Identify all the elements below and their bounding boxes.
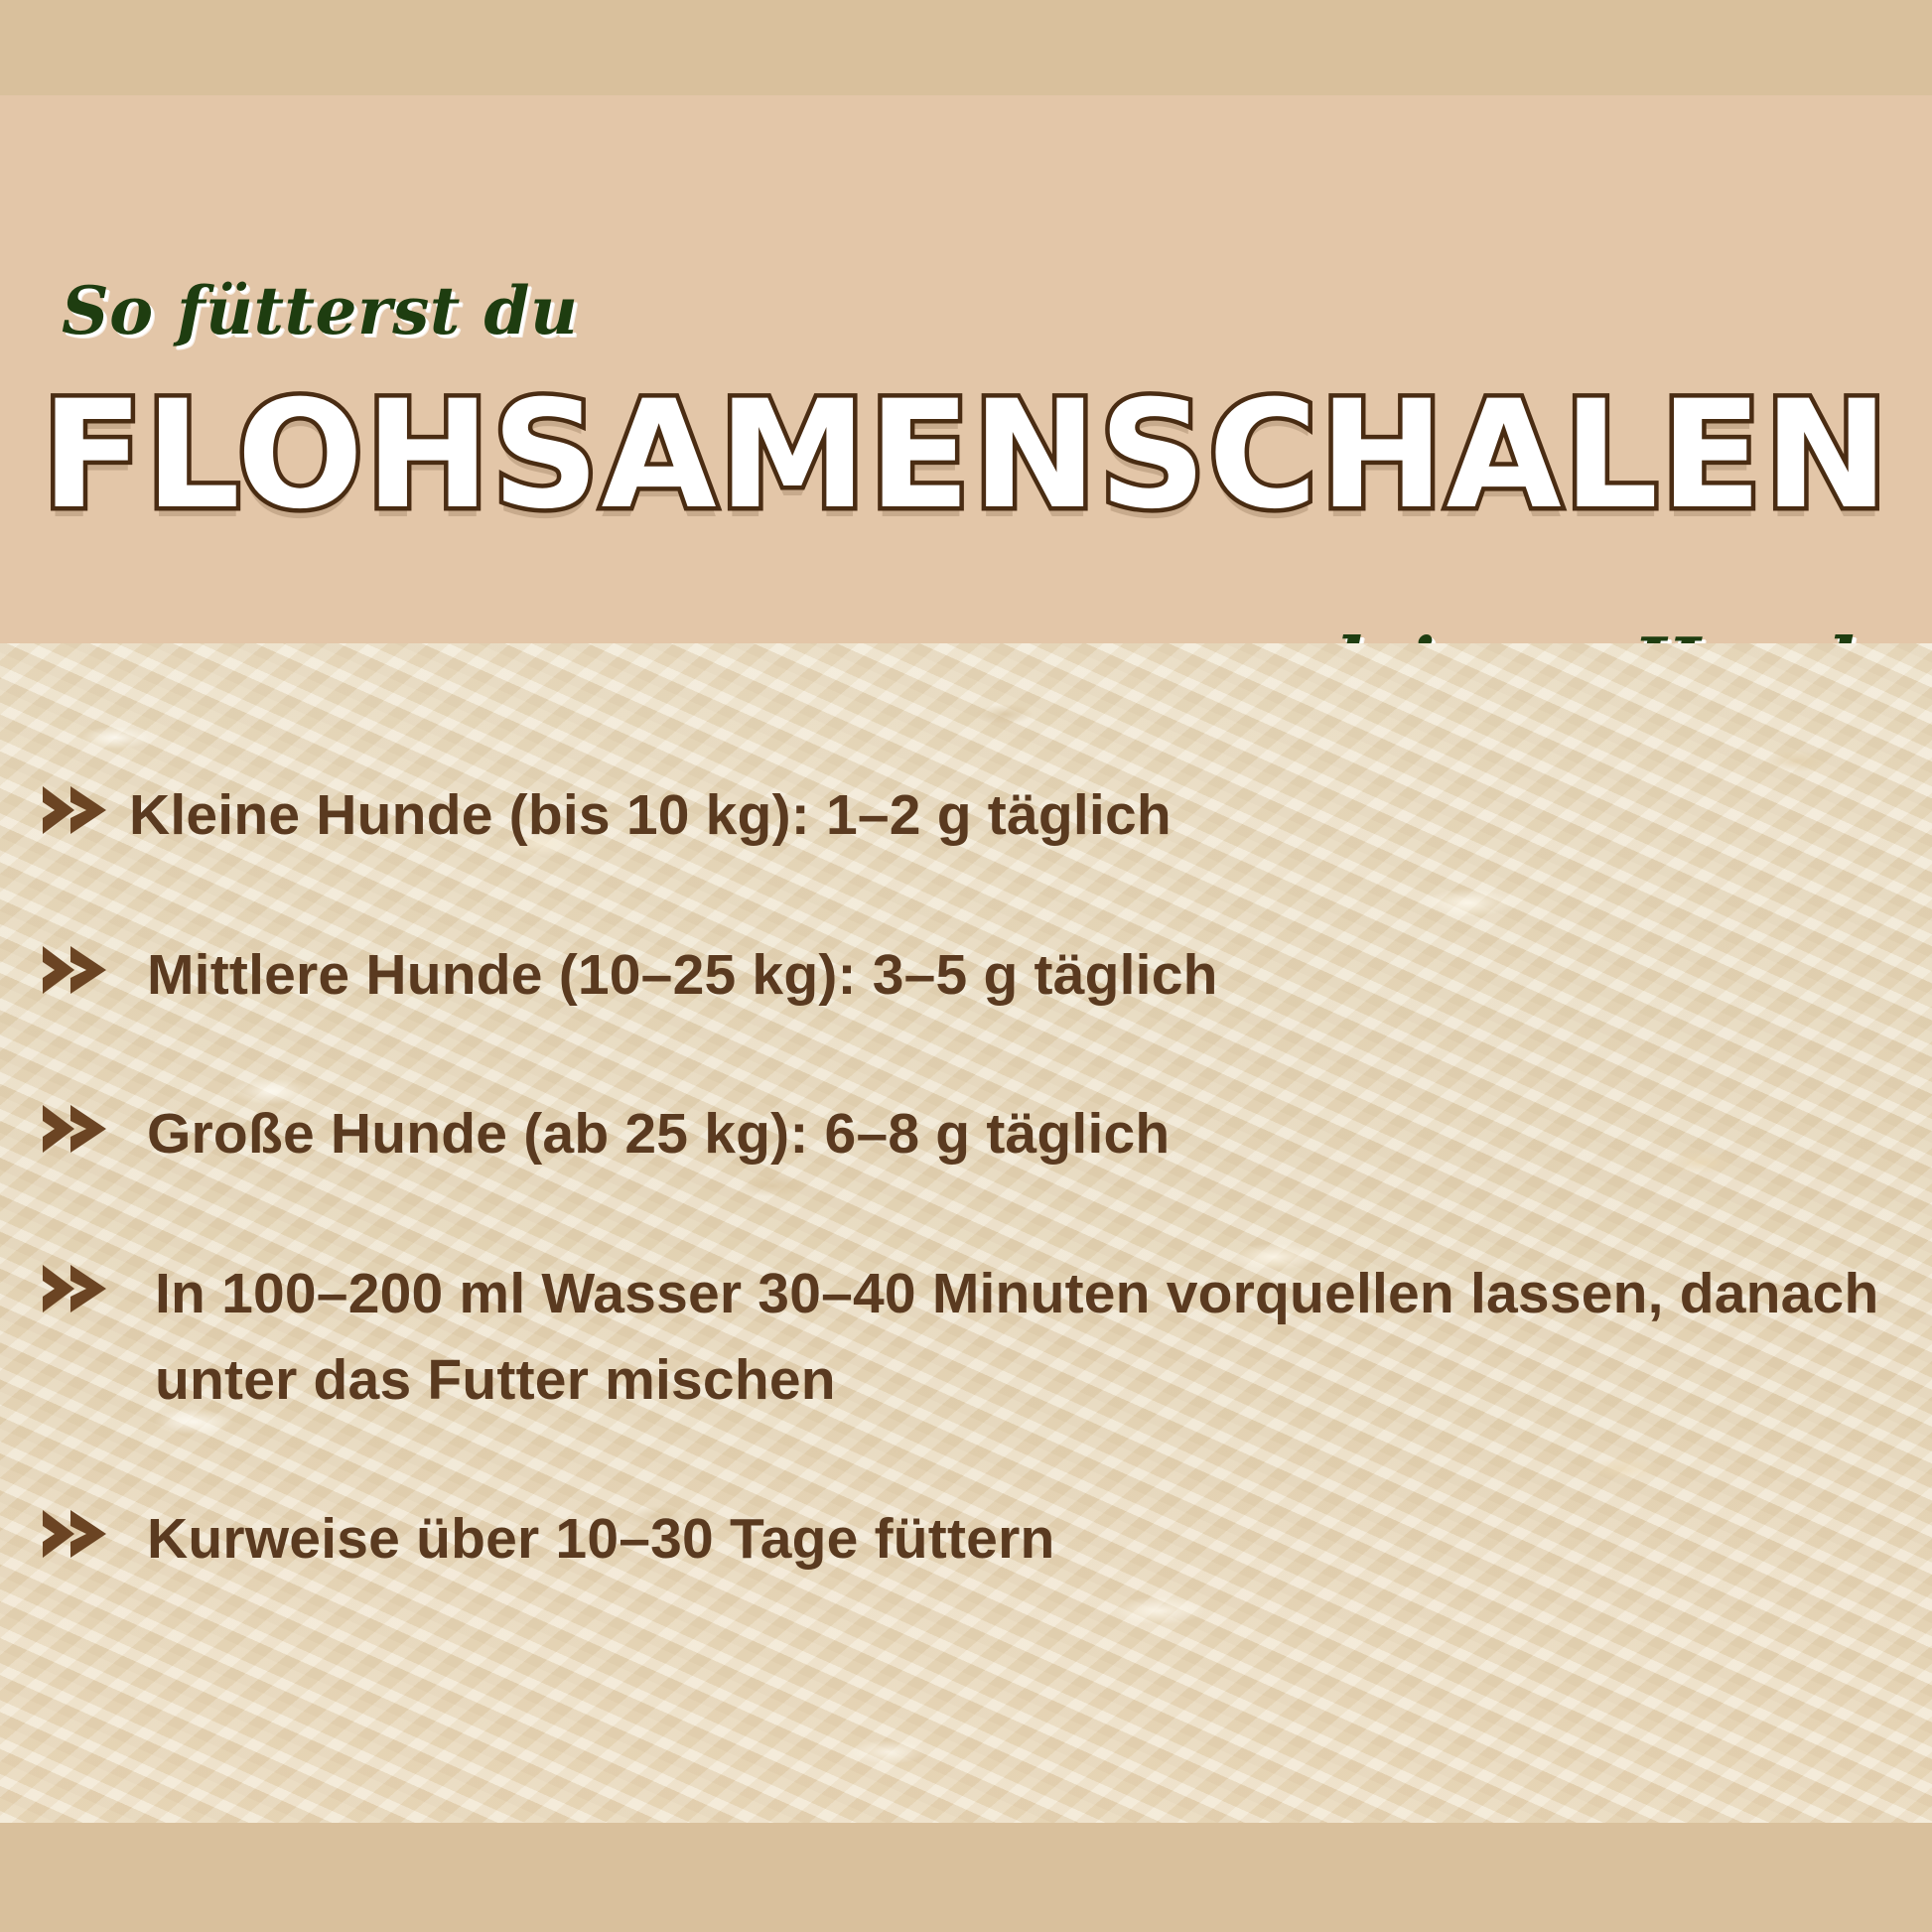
header-band <box>0 95 1932 643</box>
list-item-text: In 100–200 ml Wasser 30–40 Minuten vorquellen lassen, danach unter das Futter mischen <box>155 1261 1879 1412</box>
header-kicker: So fütterst du <box>62 272 579 349</box>
list-item-text: Kurweise über 10–30 Tage füttern <box>147 1507 1055 1572</box>
list-item <box>40 1251 1886 1423</box>
page-title: FLOHSAMENSCHALEN <box>41 369 1891 542</box>
double-chevron-right-icon <box>40 1508 113 1560</box>
list-item <box>40 932 1886 1019</box>
double-chevron-right-icon <box>40 1103 113 1155</box>
list-item-text: Große Hunde (ab 25 kg): 6–8 g täglich <box>147 1102 1171 1167</box>
list-item <box>40 1496 1886 1583</box>
double-chevron-right-icon <box>40 944 113 996</box>
husk-texture-bottom-band <box>0 1823 1932 1932</box>
double-chevron-right-icon <box>40 784 113 836</box>
list-item-text: Kleine Hunde (bis 10 kg): 1–2 g täglich <box>129 783 1172 847</box>
list-item <box>40 1091 1886 1177</box>
feeding-instructions-list <box>0 772 1932 1583</box>
list-item-text: Mittlere Hunde (10–25 kg): 3–5 g täglich <box>147 942 1218 1007</box>
husk-texture-top-band <box>0 0 1932 95</box>
list-item <box>40 772 1886 859</box>
double-chevron-right-icon <box>40 1263 113 1314</box>
